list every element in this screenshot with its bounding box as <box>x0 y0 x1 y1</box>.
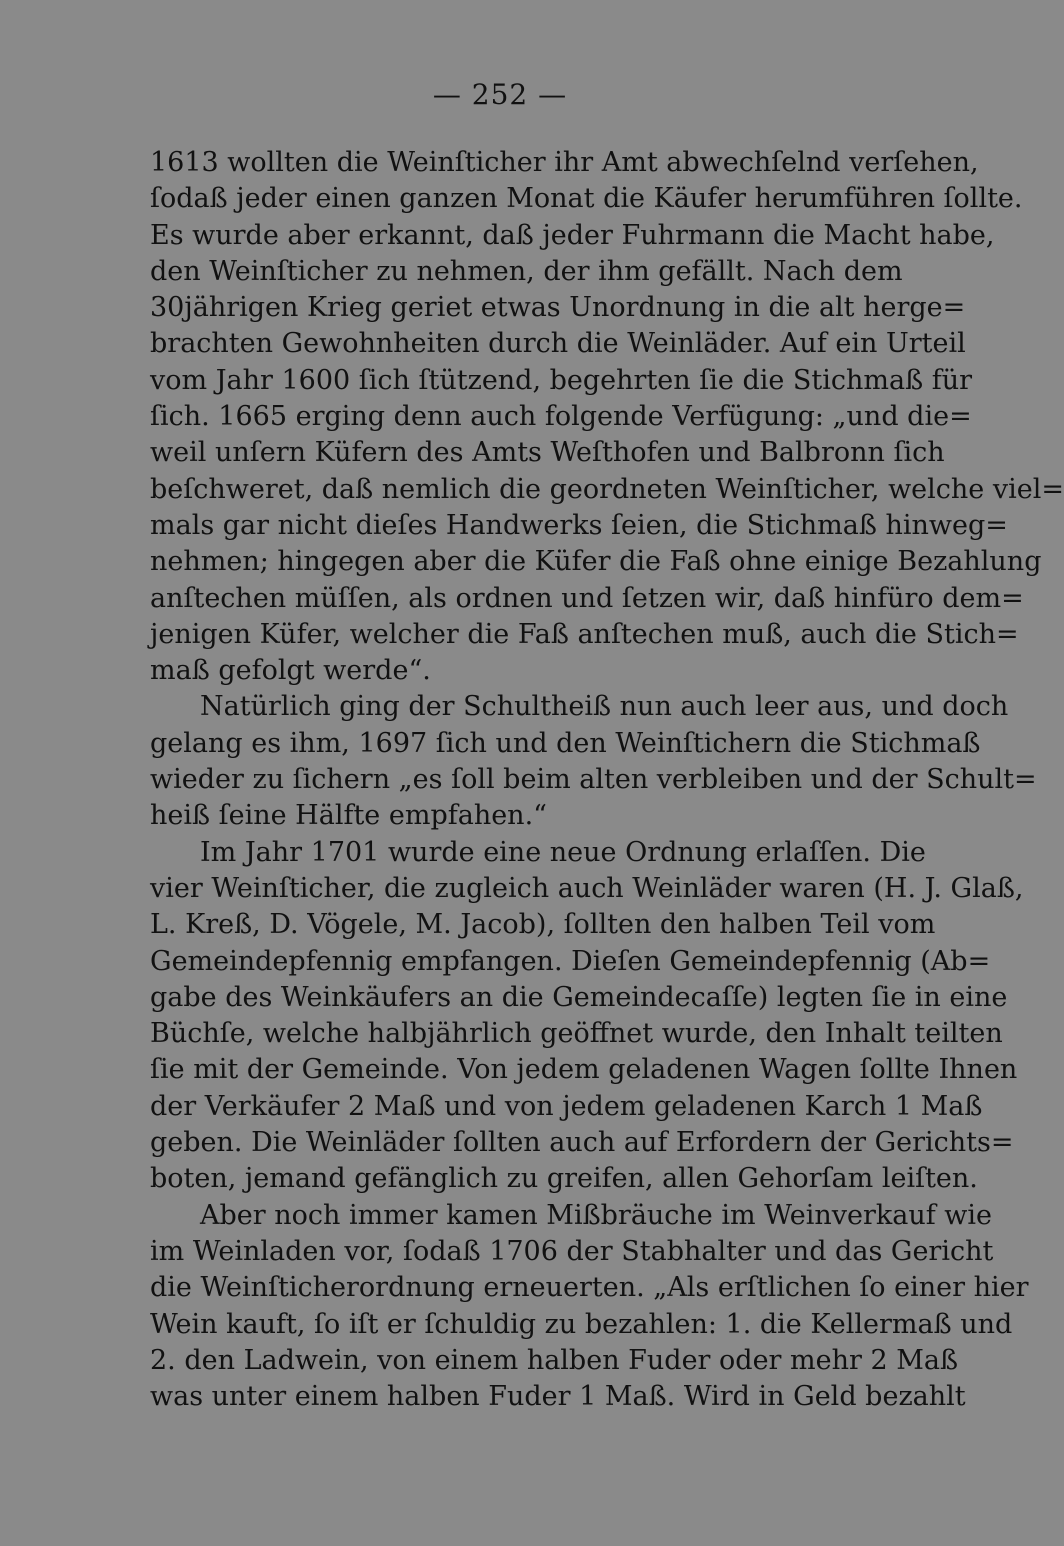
text-line: jenigen Küfer, welcher die Faß anſtechen muß, auch die Stich= <box>150 618 1019 650</box>
text-line: heiß ſeine Hälfte empfahen.“ <box>150 800 547 832</box>
text-line: was unter einem halben Fuder 1 Maß. Wird in Geld bezahlt <box>150 1381 966 1413</box>
text-line: wieder zu ſichern „es ſoll beim alten verbleiben und der Schult= <box>150 764 1037 796</box>
text-line: Wein kauft, ſo iſt er ſchuldig zu bezahlen: 1. die Kellermaß und <box>150 1308 1013 1340</box>
text-line: im Weinladen vor, ſodaß 1706 der Stabhalter und das Gericht <box>150 1235 994 1267</box>
text-line: geben. Die Weinläder ſollten auch auf Erfordern der Gerichts= <box>150 1127 1014 1159</box>
text-line: L. Kreß, D. Vögele, M. Jacob), ſollten den halben Teil vom <box>150 909 936 941</box>
text-line: 1613 wollten die Weinſticher ihr Amt abwechſelnd verſehen, <box>150 147 979 178</box>
text-line: den Weinſticher zu nehmen, der ihm gefällt. Nach dem <box>150 255 903 287</box>
text-body <box>150 145 1064 1415</box>
text-line: Natürlich ging der Schultheiß nun auch leer aus, und doch <box>200 691 1009 723</box>
text-line: gabe des Weinkäufers an die Gemeindecaſſe) legten ſie in eine <box>150 981 1008 1013</box>
text-line: boten, jemand gefänglich zu greifen, allen Gehorſam leiſten. <box>150 1163 978 1195</box>
text-line: Gemeindepfennig empfangen. Dieſen Gemeindepfennig (Ab= <box>150 945 991 977</box>
paragraph <box>150 1198 1029 1416</box>
text-line: Büchſe, welche halbjährlich geöffnet wurde, den Inhalt teilten <box>150 1018 1003 1050</box>
text-line: nehmen; hingegen aber die Küfer die Faß ohne einige Bezahlung <box>150 546 1042 578</box>
text-line: vier Weinſticher, die zugleich auch Weinläder waren (H. J. Glaß, <box>150 872 1024 904</box>
text-line: Es wurde aber erkannt, daß jeder Fuhrmann die Macht habe, <box>150 219 995 251</box>
text-line: Aber noch immer kamen Mißbräuche im Weinverkauf wie <box>200 1199 993 1231</box>
paragraph <box>150 145 1064 689</box>
text-line: weil unſern Küfern des Amts Weſthofen und Balbronn ſich <box>150 437 945 469</box>
text-line: die Weinſticherordnung erneuerten. „Als erſtlichen ſo einer hier <box>150 1272 1029 1304</box>
text-line: vom Jahr 1600 ſich ſtützend, begehrten ſie die Stichmaß für <box>150 364 973 396</box>
text-line: der Verkäufer 2 Maß und von jedem geladenen Karch 1 Maß <box>150 1090 983 1122</box>
text-line: Im Jahr 1701 wurde eine neue Ordnung erlaſſen. Die <box>200 836 926 868</box>
paragraph <box>150 689 1037 834</box>
paragraph <box>150 835 1024 1198</box>
text-line: 2. den Ladwein, von einem halben Fuder oder mehr 2 Maß <box>150 1344 959 1376</box>
text-line: gelang es ihm, 1697 ſich und den Weinſtichern die Stichmaß <box>150 727 981 759</box>
text-line: beſchweret, daß nemlich die geordneten Weinſticher, welche viel= <box>150 473 1064 505</box>
text-line: maß gefolgt werde“. <box>150 655 431 687</box>
text-line: mals gar nicht dieſes Handwerks ſeien, die Stichmaß hinweg= <box>150 509 1008 541</box>
text-line: brachten Gewohnheiten durch die Weinläder. Auf ein Urteil <box>150 328 966 360</box>
text-line: ſie mit der Gemeinde. Von jedem geladenen Wagen ſollte Ihnen <box>150 1054 1018 1086</box>
page-number: — 252 — <box>432 78 568 111</box>
text-line: ſodaß jeder einen ganzen Monat die Käufer herumführen ſollte. <box>150 183 1023 215</box>
text-line: 30jährigen Krieg geriet etwas Unordnung in die alt herge= <box>150 292 966 324</box>
text-line: anſtechen müſſen, als ordnen und ſetzen wir, daß hinfüro dem= <box>150 582 1024 614</box>
text-line: ſich. 1665 erging denn auch folgende Verfügung: „und die= <box>150 401 972 433</box>
